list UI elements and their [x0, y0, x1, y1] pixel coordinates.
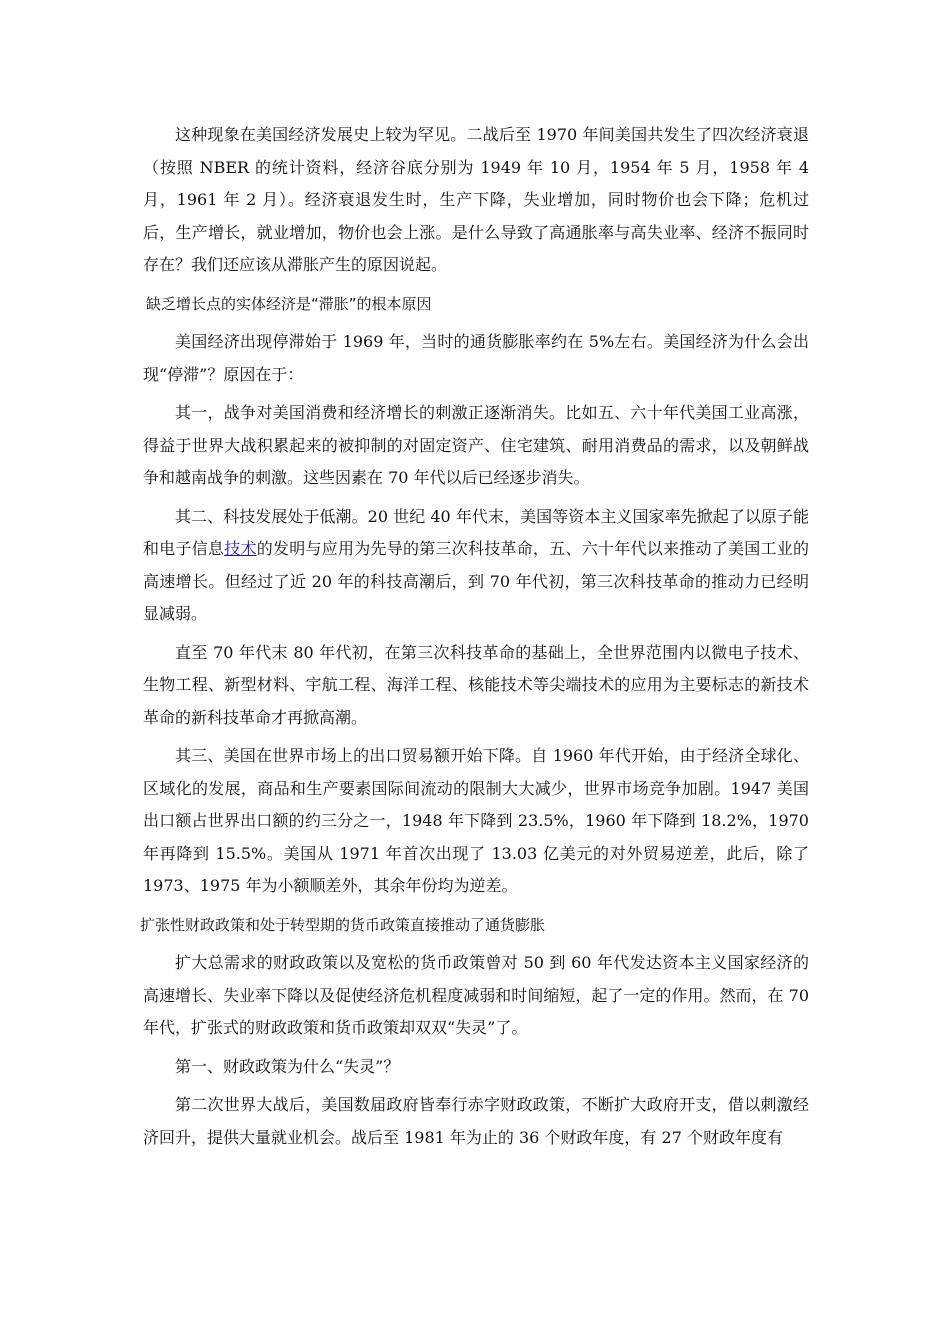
paragraph-intro: 这种现象在美国经济发展史上较为罕见。二战后至 1970 年间美国共发生了四次经济衰退（按照 NBER 的统计资料，经济谷底分别为 1949 年 10 月，1954 年 5 月，1958 年 4 月，1961 年 2 月）。经济衰退发生时，生产下降，失业增加，同时物价也会下降；危机过后，生产增长，就业增加，物价也会上涨。是什么导致了高通胀率与高失业率、经济不振同时存在？我们还应该从滞胀产生的原因说起。: [143, 125, 809, 274]
reason-two-text-start: 其二、科技发展处于低潮。20 世纪 40 年代末，美国等资本主义国家率先掀起了以原子能和电子信息: [143, 506, 809, 558]
paragraph-reason-one: 其一，战争对美国消费和经济增长的刺激正逐渐消失。比如五、六十年代美国工业高涨，得益于世界大战积累起来的被抑制的对固定资产、住宅建筑、耐用消费品的需求，以及朝鲜战争和越南战争的刺激。这些因素在 70 年代以后已经逐步消失。: [143, 403, 809, 487]
paragraph-new-tech-revolution: 直至 70 年代末 80 年代初，在第三次科技革命的基础上，全世界范围内以微电子技术、生物工程、新型材料、宇航工程、海洋工程、核能技术等尖端技术的应用为主要标志的新技术革命的新科技革命才再掀高潮。: [143, 642, 809, 727]
section-heading-inflation: 扩张性财政政策和处于转型期的货币政策直接推动了通货膨胀: [140, 915, 546, 934]
paragraph-policy-failure: 扩大总需求的财政政策以及宽松的货币政策曾对 50 到 60 年代发达资本主义国家经济的高速增长、失业率下降以及促使经济危机程度减弱和时间缩短，起了一定的作用。然而，在 70 年代，扩张式的财政政策和货币政策却双双“失灵”了。: [143, 953, 809, 1037]
paragraph-stagnation-start: 美国经济出现停滞始于 1969 年，当时的通货膨胀率约在 5%左右。美国经济为什么会出现“停滞”？原因在于：: [143, 332, 809, 384]
document-body: [140, 119, 809, 1160]
reason-two-text-end: 的发明与应用为先导的第三次科技革命，五、六十年代以来推动了美国工业的高速增长。但经过了近 20 年的科技高潮后，到 70 年代初，第三次科技革命的推动力已经明显减弱。: [143, 539, 809, 623]
section-heading-stagnation: 缺乏增长点的实体经济是“滞胀”的根本原因: [146, 294, 432, 313]
paragraph-reason-two: [143, 501, 809, 631]
paragraph-fiscal-question: 第一、财政政策为什么“失灵”？: [175, 1056, 400, 1076]
technology-link[interactable]: 技术: [224, 539, 257, 558]
paragraph-reason-three: 其三、美国在世界市场上的出口贸易额开始下降。自 1960 年代开始，由于经济全球化、区域化的发展，商品和生产要素国际间流动的限制大大减少，世界市场竞争加剧。1947 美国出口额占世界出口额的约三分之一，1948 年下降到 23.5%，1960 年下降到 18.2%，1970 年再降到 15.5%。美国从 1971 年首次出现了 13.03 亿美元的对外贸易逆差，此后，除了 1973、1975 年为小额顺差外，其余年份均为逆差。: [143, 746, 809, 895]
paragraph-deficit-policy: 第二次世界大战后，美国数届政府皆奉行赤字财政政策，不断扩大政府开支，借以刺激经济回升，提供大量就业机会。战后至 1981 年为止的 36 个财政年度，有 27 个财政年度有: [143, 1095, 809, 1147]
